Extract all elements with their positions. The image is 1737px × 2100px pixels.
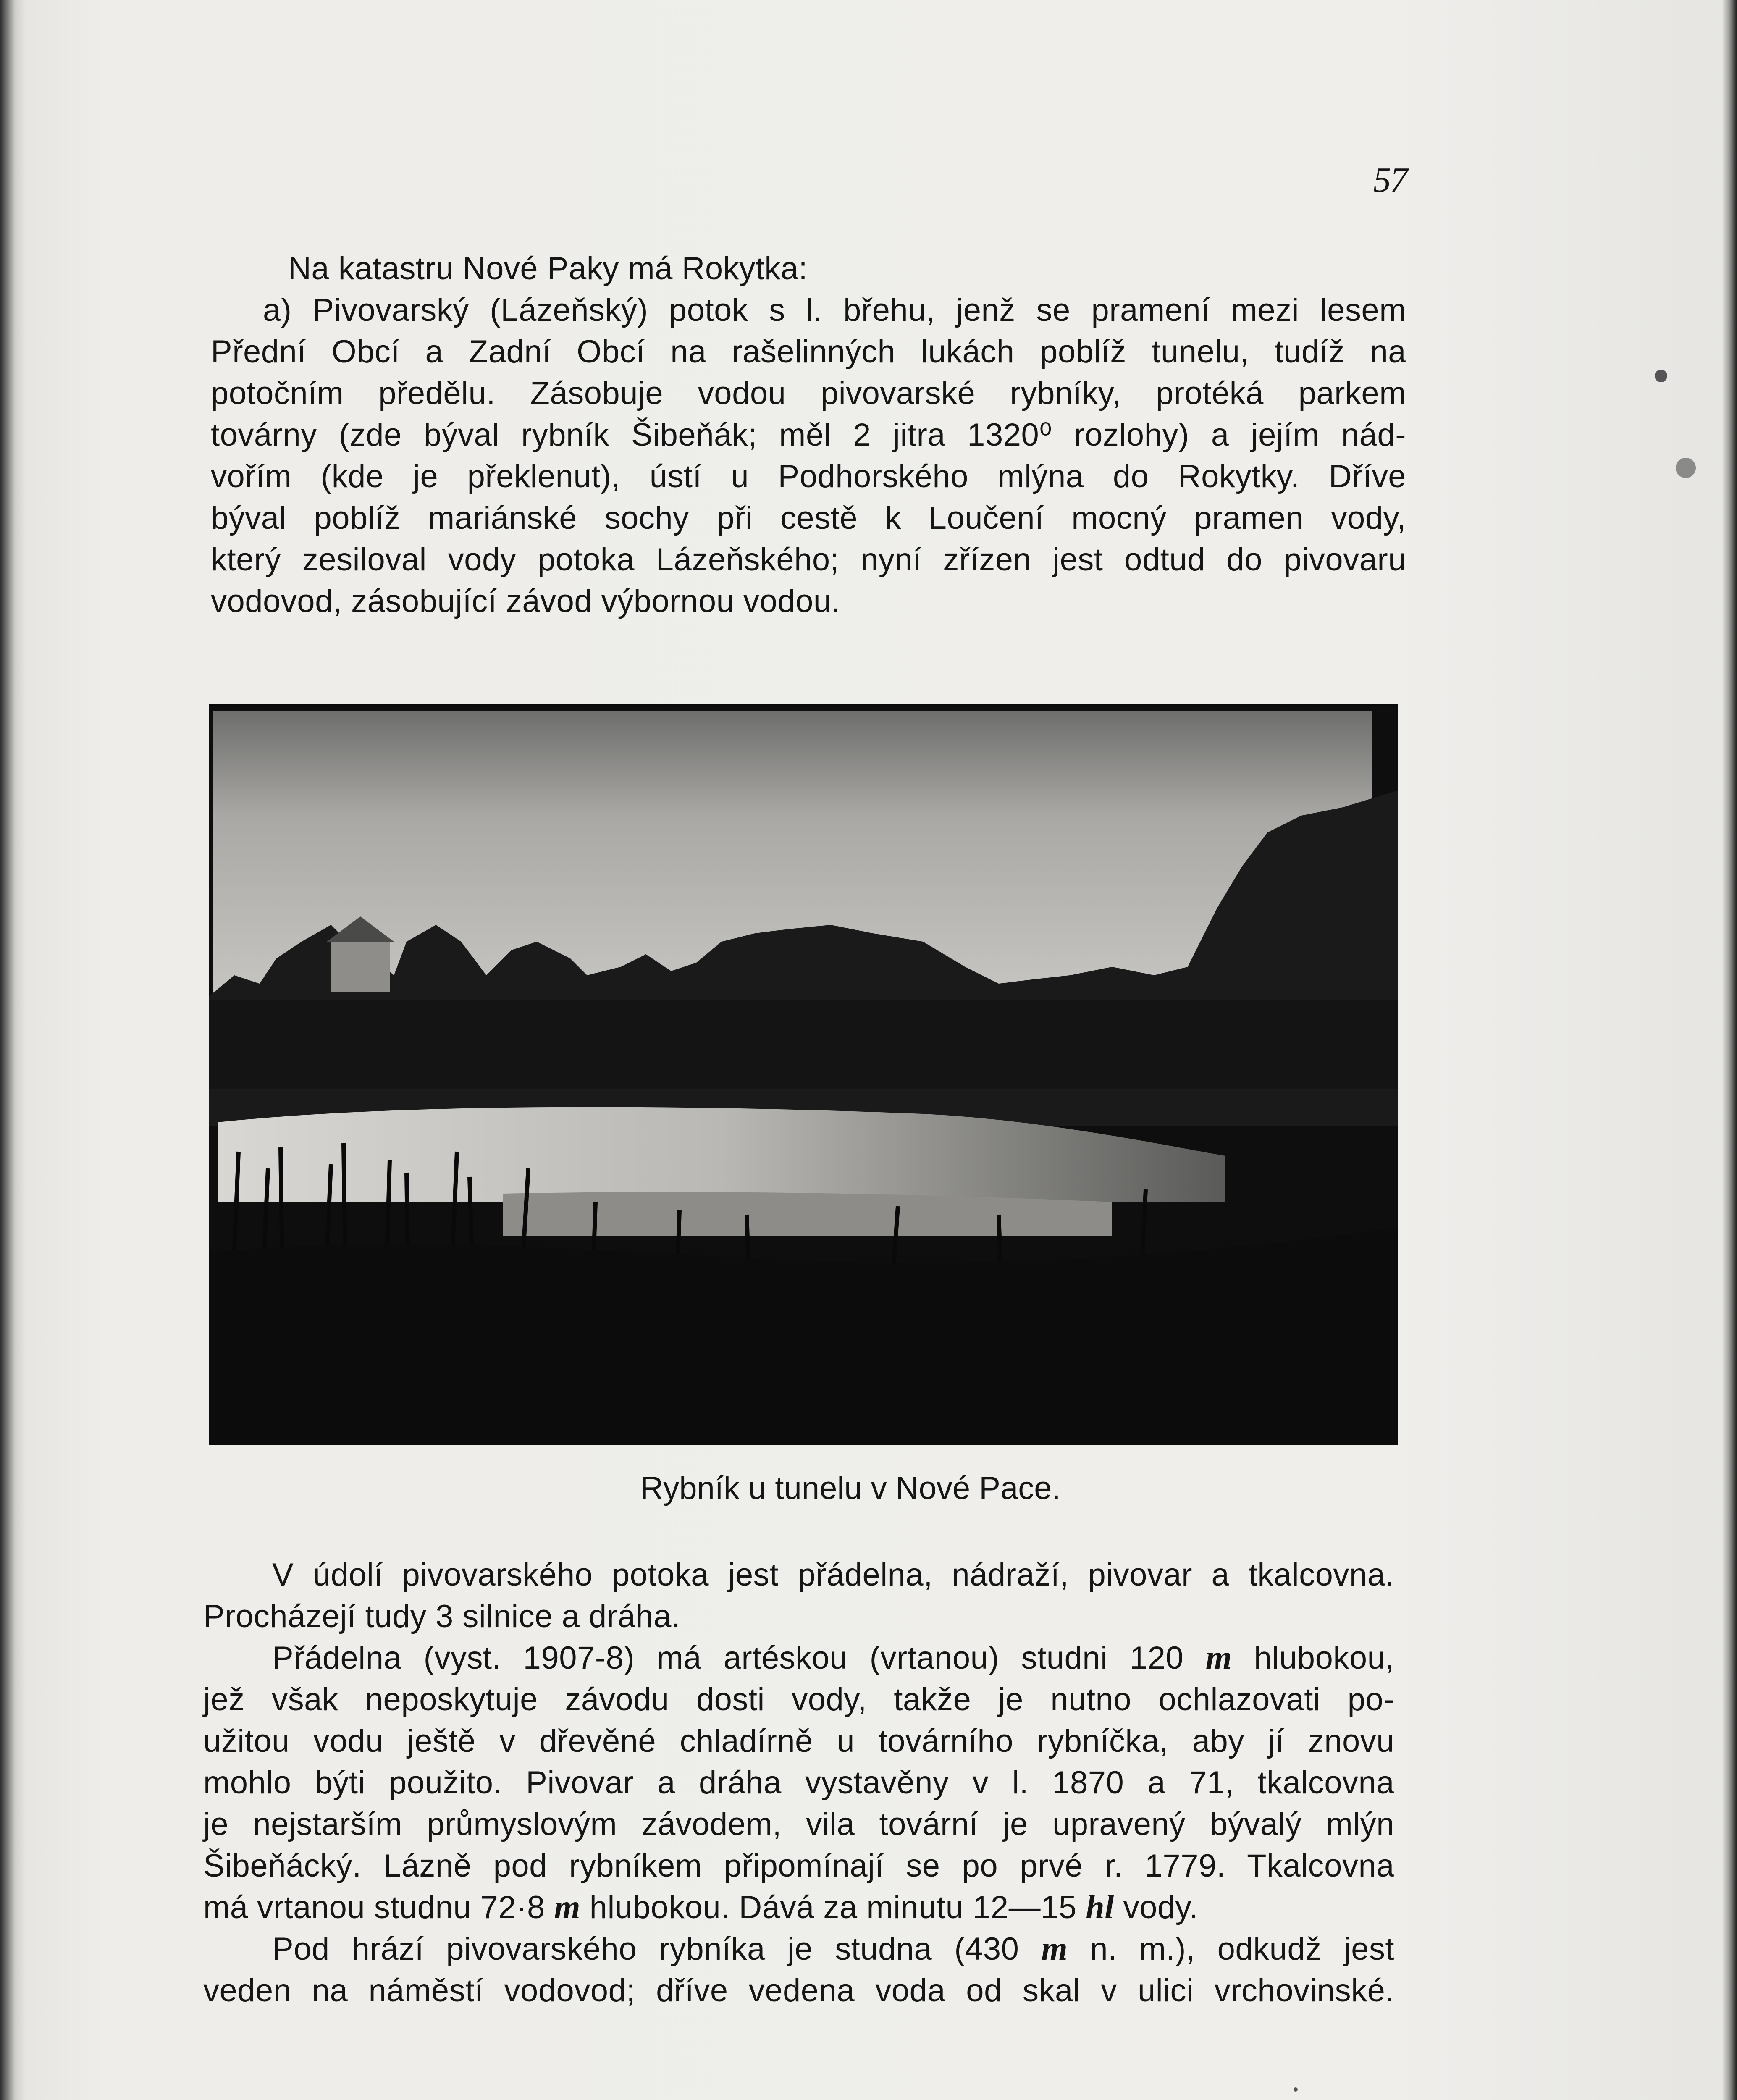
text-line: potočním předělu. Zásobuje vodou pivovarské rybníky, protéká parkem [211, 375, 1406, 411]
text-line: a) Pivovarský (Lázeňský) potok s l. břehu, jenž se pramení mezi lesem [263, 292, 1406, 328]
text-line: vodovod, zásobující závod výbornou vodou. [211, 583, 841, 619]
speck [1294, 2087, 1298, 2092]
text-line: užitou vodu ještě v dřevěné chladírně u továrního rybníčka, aby jí znovu [203, 1723, 1394, 1759]
text-line: má vrtanou studnu 72·8 m hlubokou. Dává za minutu 12—15 hl vody. [203, 1889, 1199, 1926]
text-line: továrny (zde býval rybník Šibeňák; měl 2 jitra 1320⁰ rozlohy) a jejím nád- [211, 417, 1406, 453]
text-line: který zesiloval vody potoka Lázeňského; nyní zřízen jest odtud do pivovaru [211, 542, 1406, 578]
text-line: Šibeňácký. Lázně pod rybníkem připomínají se po prvé r. 1779. Tkalcovna [203, 1848, 1394, 1884]
text-line: Přádelna (vyst. 1907-8) má artéskou (vrtanou) studni 120 m hlubokou, [272, 1639, 1394, 1676]
text-line: V údolí pivovarského potoka jest přádelna, nádraží, pivovar a tkalcovna. [272, 1557, 1394, 1593]
text-line: veden na náměstí vodovod; dříve vedena voda od skal v ulici vrchovinské. [203, 1973, 1394, 2008]
text-line: Pod hrází pivovarského rybníka je studna (430 m n. m.), odkudž jest [272, 1930, 1394, 1967]
pond-photo-icon [209, 706, 1398, 1445]
speck [1676, 458, 1696, 478]
text-line: je nejstarším průmyslovým závodem, vila tovární je upravený bývalý mlýn [203, 1806, 1394, 1842]
text-line: Na katastru Nové Paky má Rokytka: [288, 251, 808, 286]
speck [1655, 370, 1667, 382]
top-paragraph [211, 248, 1406, 622]
page-number: 57 [1373, 160, 1407, 200]
text-line: jež však neposkytuje závodu dosti vody, takže je nutno ochlazovati po- [203, 1682, 1394, 1717]
photo-caption [0, 1470, 1608, 1507]
pond-photo [209, 704, 1398, 1445]
binding-edge [0, 0, 25, 2100]
text-line: mohlo býti použito. Pivovar a dráha vystavěny v l. 1870 a 71, tkalcovna [203, 1765, 1394, 1801]
bottom-paragraphs [203, 1554, 1394, 2011]
page-right-edge [1722, 0, 1737, 2100]
text-line: Přední Obcí a Zadní Obcí na rašelinných lukách poblíž tunelu, tudíž na [211, 334, 1406, 370]
text-line: vořím (kde je překlenut), ústí u Podhorského mlýna do Rokytky. Dříve [211, 459, 1406, 494]
caption-text: Rybník u tunelu v Nové Pace. [640, 1470, 1061, 1506]
text-line: Procházejí tudy 3 silnice a dráha. [203, 1599, 681, 1634]
text-line: býval poblíž mariánské sochy při cestě k Loučení mocný pramen vody, [211, 500, 1406, 536]
